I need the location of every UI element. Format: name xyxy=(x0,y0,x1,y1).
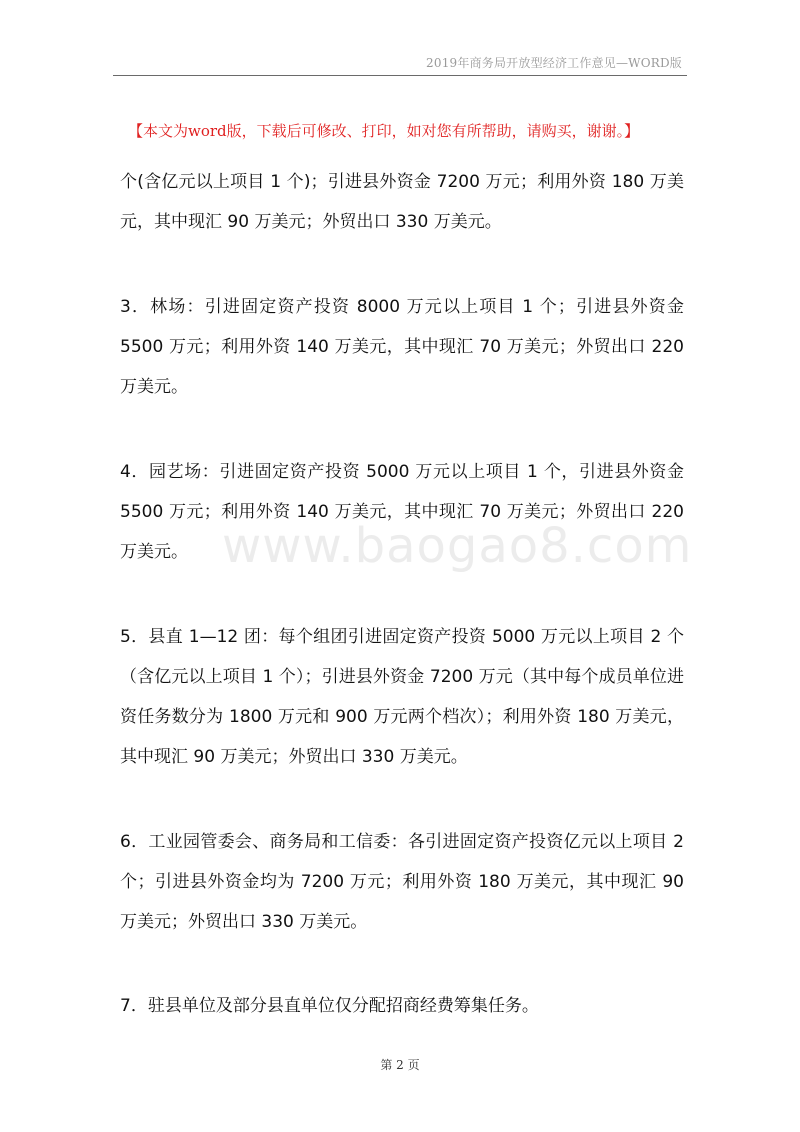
page-number: 第 2 页 xyxy=(380,1058,420,1072)
paragraph-3: 4．园艺场：引进固定资产投资 5000 万元以上项目 1 个，引进县外资金 5500 万元；利用外资 140 万美元，其中现汇 70 万美元；外贸出口 220 万美元。 xyxy=(120,462,684,562)
header-divider xyxy=(113,75,687,76)
document-body xyxy=(120,162,684,1026)
paragraph-4: 5．县直 1—12 团：每个组团引进固定资产投资 5000 万元以上项目 2 个（含亿元以上项目 1 个）；引进县外资金 7200 万元（其中每个成员单位进资任务数分为 1800 万元和 900 万元两个档次）；利用外资 180 万美元，其中现汇 90 万美元；外贸出口 330 万美元。 xyxy=(120,627,684,767)
paragraph-1: 个(含亿元以上项目 1 个)；引进县外资金 7200 万元；利用外资 180 万美元，其中现汇 90 万美元；外贸出口 330 万美元。 xyxy=(120,172,684,232)
header-title: 2019年商务局开放型经济工作意见—WORD版 xyxy=(426,56,682,70)
paragraph-2: 3．林场：引进固定资产投资 8000 万元以上项目 1 个；引进县外资金 5500 万元；利用外资 140 万美元，其中现汇 70 万美元；外贸出口 220 万美元。 xyxy=(120,297,684,397)
download-notice: 【本文为word版，下载后可修改、打印，如对您有所帮助，请购买，谢谢。】 xyxy=(128,122,640,140)
watermark: www.baogao8.com xyxy=(222,518,693,574)
paragraph-5: 6．工业园管委会、商务局和工信委：各引进固定资产投资亿元以上项目 2 个；引进县外资金均为 7200 万元；利用外资 180 万美元，其中现汇 90 万美元；外贸出口 330 万美元。 xyxy=(120,832,684,932)
paragraph-6: 7．驻县单位及部分县直单位仅分配招商经费筹集任务。 xyxy=(120,996,539,1016)
